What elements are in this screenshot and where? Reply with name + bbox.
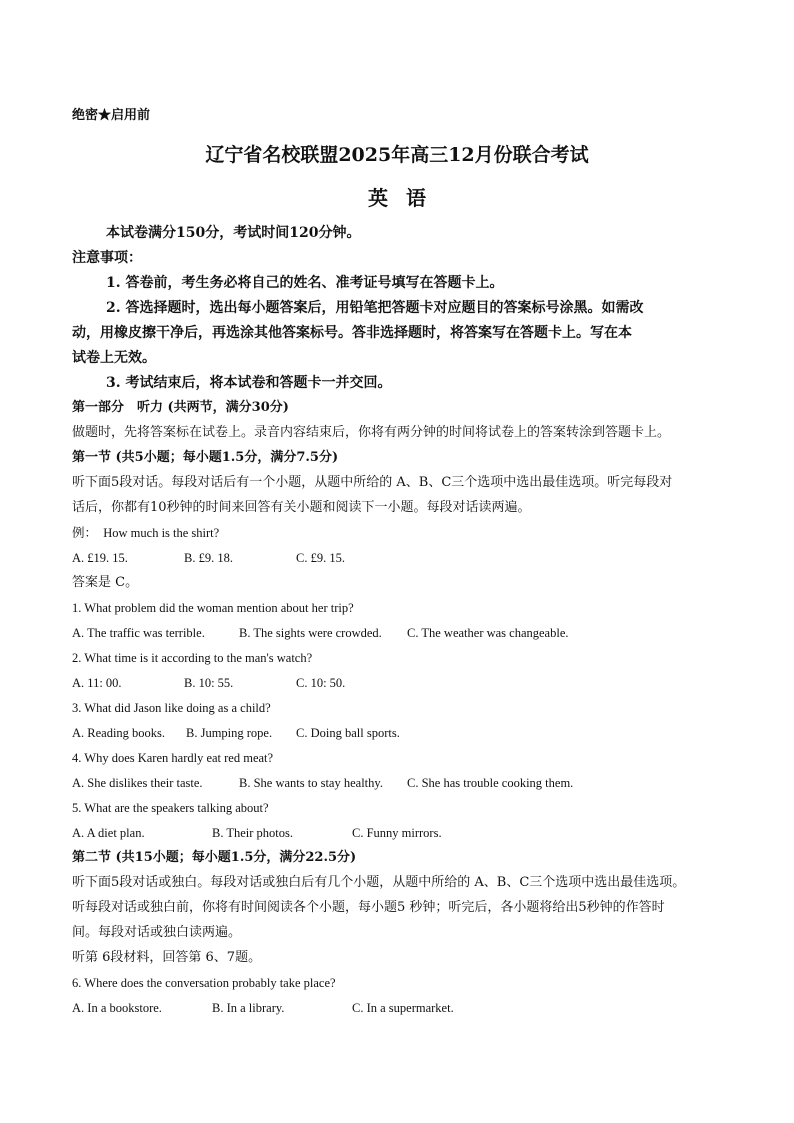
subject-title: 英语 (368, 186, 444, 210)
question-3: 3. What did Jason like doing as a child? (72, 701, 271, 715)
part1-heading: 第一部分 听力 (共两节，满分30分) (72, 400, 289, 415)
note-2-end: 试卷上无效。 (72, 350, 156, 366)
note-2-cont: 动，用橡皮擦干净后，再选涂其他答案标号。答非选择题时，将答案写在答题卡上。写在本 (72, 325, 632, 341)
example-option-b: B. £9. 18. (184, 551, 233, 565)
q3-option-b: B. Jumping rope. (186, 726, 273, 740)
section1-instruction-1: 听下面5段对话。每段对话后有一个小题，从题中所给的 A、B、C三个选项中选出最佳选项。听完每段对 (72, 475, 673, 490)
section2-instruction-3: 间。每段对话或独白读两遍。 (72, 925, 242, 940)
q6-option-c: C. In a supermarket. (352, 1001, 454, 1015)
question-2: 2. What time is it according to the man's watch? (72, 651, 313, 665)
confidential-mark: 绝密★启用前 (72, 108, 151, 123)
question-1: 1. What problem did the woman mention about her trip? (72, 601, 354, 615)
q1-option-b: B. The sights were crowded. (239, 626, 382, 640)
example-question: 例： How much is the shirt? (72, 526, 220, 540)
score-time-note: 本试卷满分150分，考试时间120分钟。 (106, 225, 361, 241)
q2-option-b: B. 10: 55. (184, 676, 234, 690)
section1-heading: 第一节 (共5小题；每小题1.5分，满分7.5分) (72, 450, 339, 465)
material-6-note: 听第 6段材料，回答第 6、7题。 (72, 950, 262, 965)
q1-option-a: A. The traffic was terrible. (72, 626, 205, 640)
q6-option-b: B. In a library. (212, 1001, 285, 1015)
example-answer: 答案是 C。 (72, 575, 139, 590)
q4-option-a: A. She dislikes their taste. (72, 776, 203, 790)
example-option-c: C. £9. 15. (296, 551, 345, 565)
q1-option-c: C. The weather was changeable. (407, 626, 569, 640)
exam-title: 辽宁省名校联盟2025年高三12月份联合考试 (205, 144, 589, 166)
notice-heading: 注意事项： (72, 250, 142, 266)
q2-option-a: A. 11: 00. (72, 676, 122, 690)
part1-instruction: 做题时，先将答案标在试卷上。录音内容结束后，你将有两分钟的时间将试卷上的答案转涂到答题卡上。 (72, 425, 671, 440)
section2-instruction-2: 听每段对话或独白前，你将有时间阅读各个小题，每小题5 秒钟；听完后，各小题将给出5秒钟的作答时 (72, 900, 665, 915)
q5-option-a: A. A diet plan. (72, 826, 145, 840)
note-3: 3. 考试结束后，将本试卷和答题卡一并交回。 (106, 375, 392, 391)
q2-option-c: C. 10: 50. (296, 676, 346, 690)
q3-option-c: C. Doing ball sports. (296, 726, 400, 740)
q4-option-c: C. She has trouble cooking them. (407, 776, 574, 790)
example-option-a: A. £19. 15. (72, 551, 128, 565)
q5-option-b: B. Their photos. (212, 826, 294, 840)
question-5: 5. What are the speakers talking about? (72, 801, 269, 815)
section2-instruction-1: 听下面5段对话或独白。每段对话或独白后有几个小题，从题中所给的 A、B、C三个选项中选出最佳选项。 (72, 875, 686, 890)
section1-instruction-2: 话后，你都有10秒钟的时间来回答有关小题和阅读下一小题。每段对话读两遍。 (72, 500, 531, 515)
q3-option-a: A. Reading books. (72, 726, 166, 740)
question-4: 4. Why does Karen hardly eat red meat? (72, 751, 274, 765)
note-1: 1. 答卷前，考生务必将自己的姓名、准考证号填写在答题卡上。 (106, 275, 504, 291)
q5-option-c: C. Funny mirrors. (352, 826, 442, 840)
q4-option-b: B. She wants to stay healthy. (239, 776, 383, 790)
question-6: 6. Where does the conversation probably take place? (72, 976, 336, 990)
section2-heading: 第二节 (共15小题；每小题1.5分，满分22.5分) (72, 850, 357, 865)
q6-option-a: A. In a bookstore. (72, 1001, 162, 1015)
note-2: 2. 答选择题时，选出每小题答案后，用铅笔把答题卡对应题目的答案标号涂黑。如需改 (106, 300, 644, 316)
